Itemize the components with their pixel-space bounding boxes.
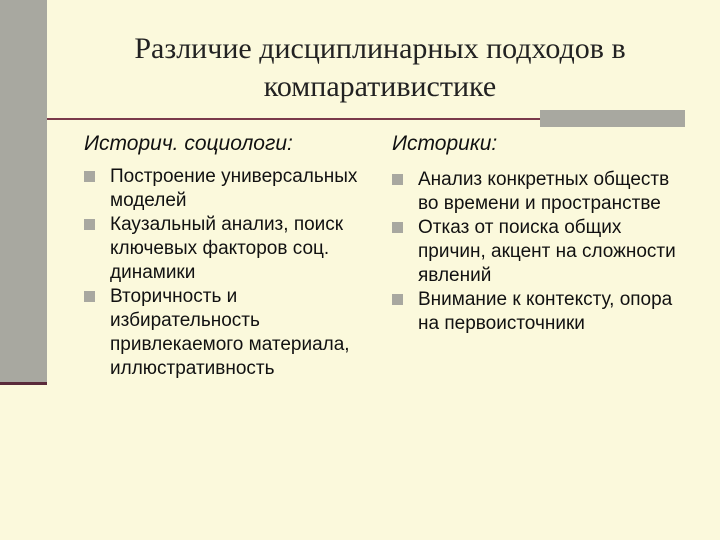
square-bullet-icon [392,294,403,305]
slide-title [60,30,700,106]
list-item [392,288,692,336]
list-item-text: Отказ от поиска общих причин, акцент на сложности явлений [418,217,676,286]
left-column [84,130,374,381]
square-bullet-icon [84,291,95,302]
square-bullet-icon [84,171,95,182]
square-bullet-icon [84,219,95,230]
list-item-text: Каузальный анализ, поиск ключевых факторов соц. динамики [110,214,344,283]
slide-title-line-1: Различие дисциплинарных подходов в [134,32,626,65]
list-item [392,216,692,288]
left-column-heading: Историч. социологи: [84,132,293,155]
right-column-heading: Историки: [392,132,498,155]
right-bullet-list [392,168,692,336]
left-bar-underline [0,382,47,385]
list-item-text: Построение универсальных моделей [110,166,358,211]
left-decorative-bar [0,0,47,382]
list-item-text: Вторичность и избирательность привлекаемого материала, иллюстративность [110,286,350,379]
title-divider [47,118,540,120]
list-item-text: Анализ конкретных обществ во времени и пространстве [418,169,670,214]
list-item-text: Внимание к контексту, опора на первоисточники [418,289,673,334]
square-bullet-icon [392,222,403,233]
right-column [392,130,692,336]
divider-accent-block [540,110,685,127]
list-item [84,285,374,381]
list-item [84,165,374,213]
list-item [84,213,374,285]
slide-title-line-2: компаративистике [263,70,497,103]
list-item [392,168,692,216]
square-bullet-icon [392,174,403,185]
left-bullet-list [84,165,374,381]
